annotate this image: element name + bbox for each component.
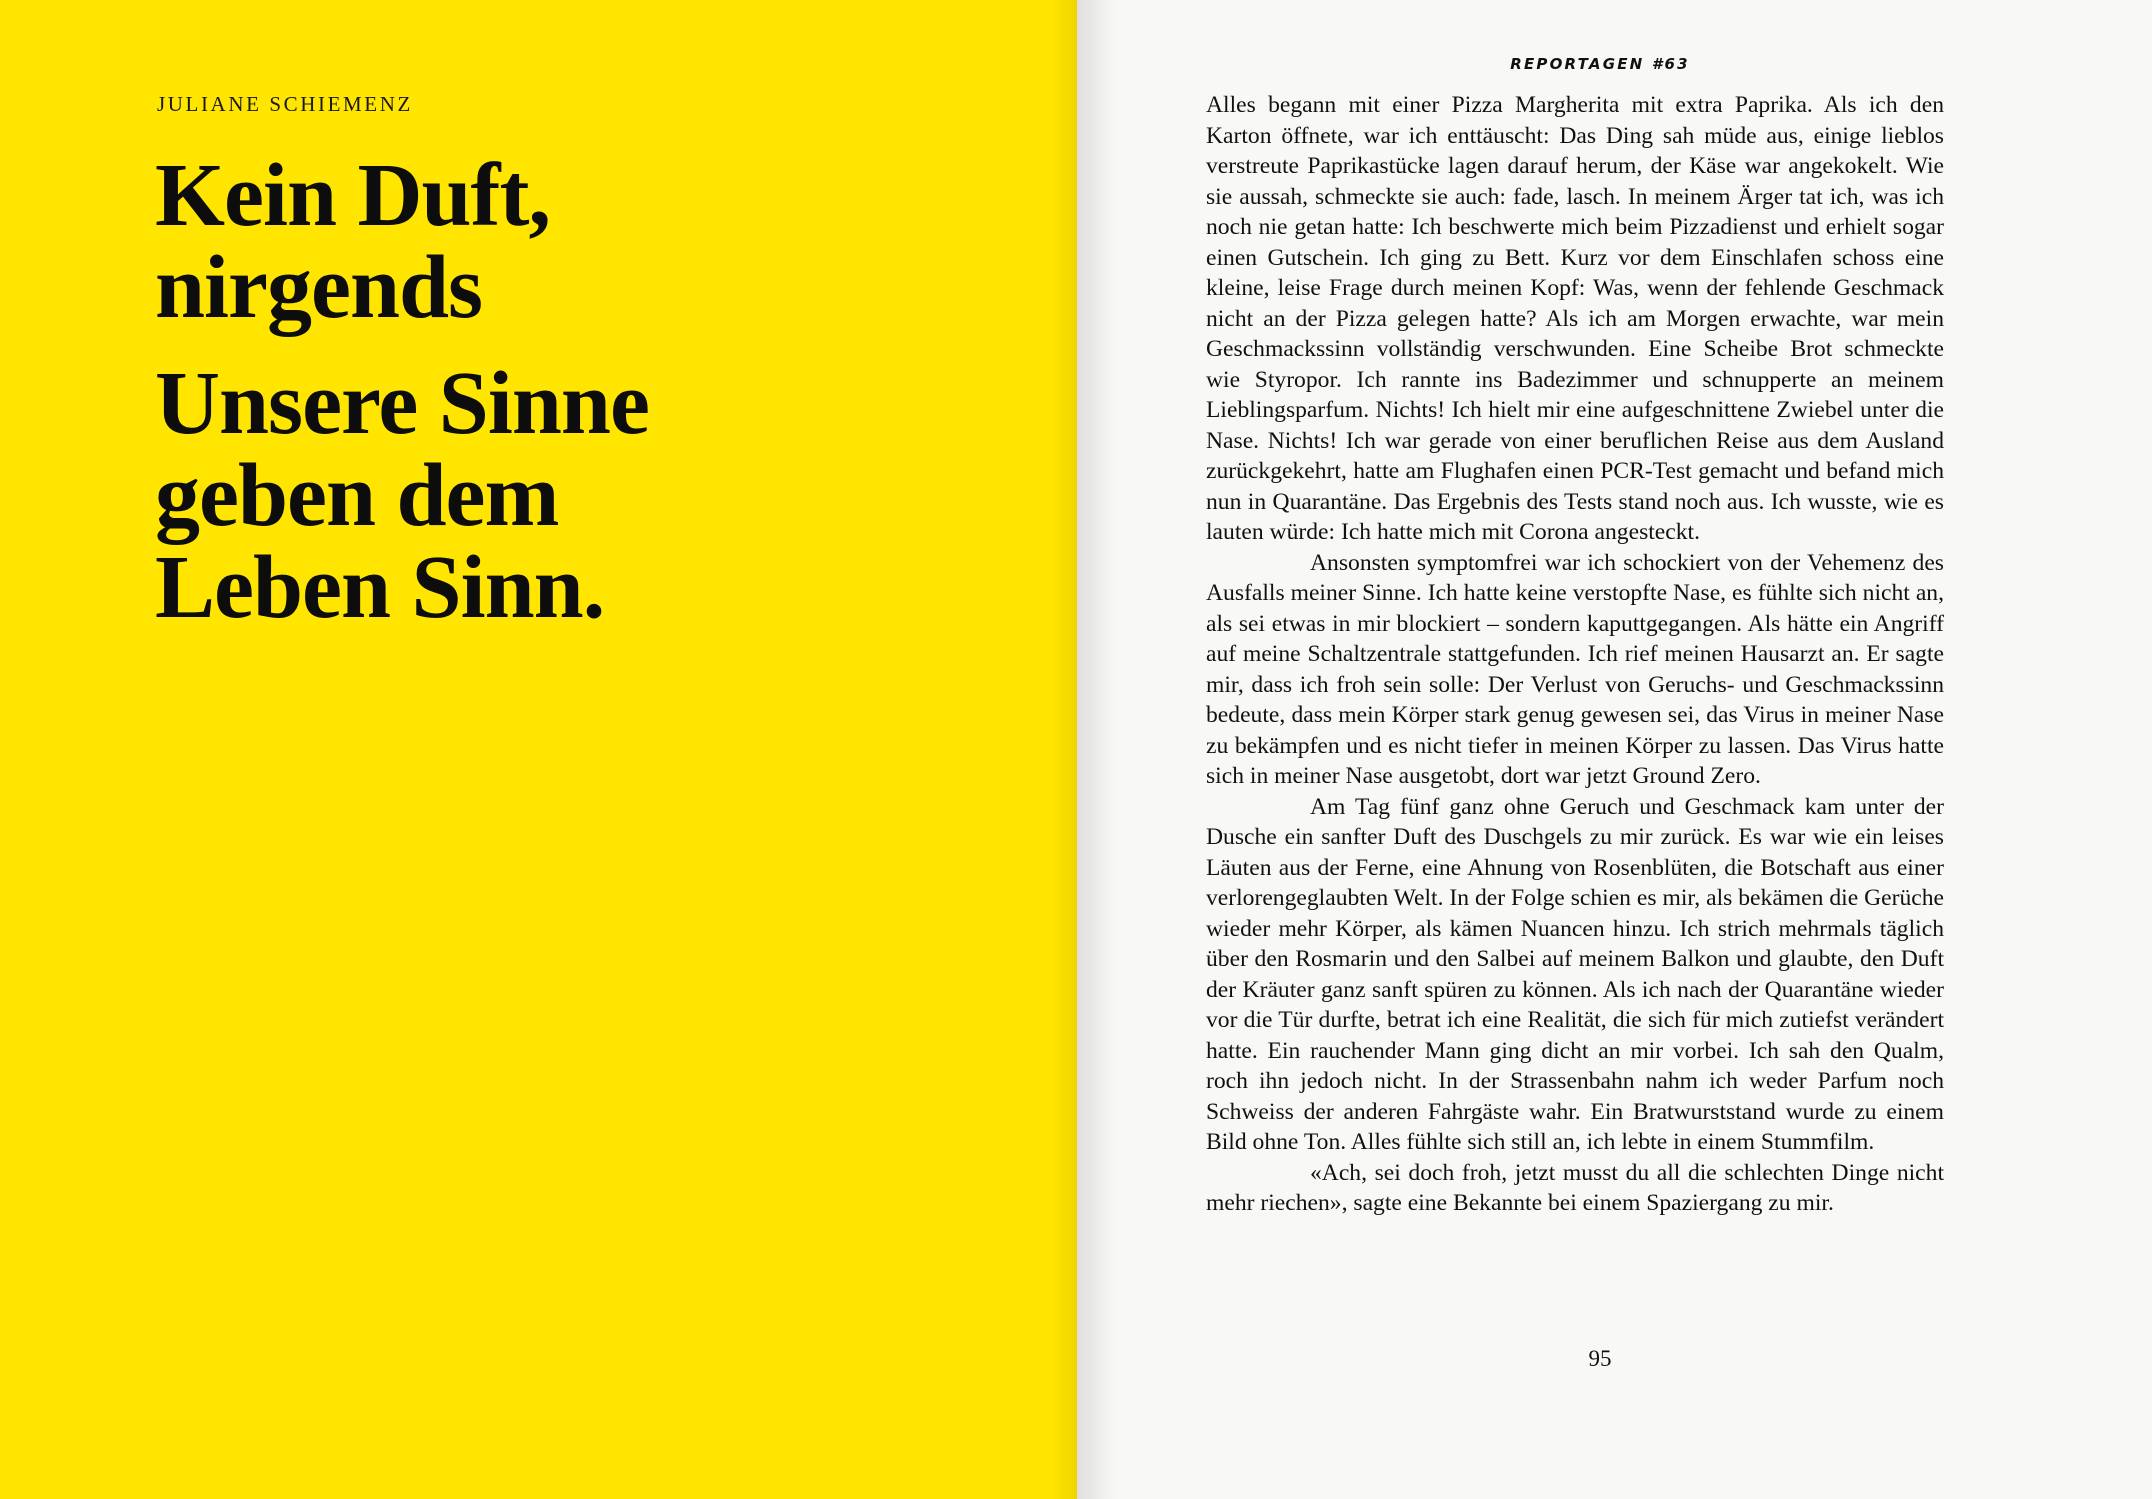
body-paragraph: Ansonsten symptomfrei war ich schockiert von der Vehemenz des Ausfalls meiner Sinne. Ich hatte keine verstopfte Nase, es fühlte sich nicht an, als sei etwas in mir blockiert – sondern kaputtgegangen. Als hätte ein Angriff auf meine Schaltzentrale stattgefunden. Ich rief meinen Hausarzt an. Er sagte mir, dass ich froh sein solle: Der Verlust von Geruchs- und Geschmackssinn bedeute, dass mein Körper stark genug gewesen sei, das Virus in meiner Nase zu bekämpfen und es nicht tiefer in meinen Körper zu lassen. Das Virus hatte sich in meiner Nase ausgetobt, dort war jetzt Ground Zero. <box>1206 549 1944 789</box>
subheadline-line: Leben Sinn. <box>155 538 605 637</box>
headline <box>155 146 955 337</box>
page-number: 95 <box>1588 1346 1612 1371</box>
headline-line: Kein Duft, <box>155 146 550 245</box>
subheadline-line: Unsere Sinne <box>155 354 649 453</box>
author-name: JULIANE SCHIEMENZ <box>157 92 413 116</box>
headline-line: nirgends <box>155 238 483 337</box>
subheadline-line: geben dem <box>155 446 559 545</box>
body-paragraph: «Ach, sei doch froh, jetzt musst du all die schlechten Dinge nicht mehr riechen», sagte eine Bekannte bei einem Spaziergang zu mir. <box>1206 1159 1944 1216</box>
body-paragraph: Alles begann mit einer Pizza Margherita mit extra Paprika. Als ich den Karton öffnete, war ich enttäuscht: Das Ding sah müde aus, einige lieblos verstreute Paprikastücke lagen darauf herum, der Käse war angekokelt. Wie sie aussah, schmeckte sie auch: fade, lasch. In meinem Ärger tat ich, was ich noch nie getan hatte: Ich beschwerte mich beim Pizzadienst und erhielt sogar einen Gutschein. Ich ging zu Bett. Kurz vor dem Einschlafen schoss eine kleine, leise Frage durch meinen Kopf: Was, wenn der fehlende Geschmack nicht an der Pizza gelegen hatte? Als ich am Morgen erwachte, war mein Geschmackssinn vollständig verschwunden. Eine Scheibe Brot schmeckte wie Styropor. Ich rannte ins Badezimmer und schnupperte an meinem Lieblingsparfum. Nichts! Ich hielt mir eine aufgeschnittene Zwiebel unter die Nase. Nichts! Ich war gerade von einer beruflichen Reise aus dem Ausland zurückgekehrt, hatte am Flughafen einen PCR-Test gemacht und befand mich nun in Quarantäne. Das Ergebnis des Tests stand noch aus. Ich wusste, wie es lauten würde: Ich hatte mich mit Corona angesteckt. <box>1206 92 1944 545</box>
subheadline <box>155 354 955 637</box>
running-head: REPORTAGEN #63 <box>1510 55 1690 73</box>
article-body <box>1206 90 1944 1219</box>
body-paragraph: Am Tag fünf ganz ohne Geruch und Geschmack kam unter der Dusche ein sanfter Duft des Duschgels zu mir zurück. Es war wie ein leises Läuten aus der Ferne, eine Ahnung von Rosenblüten, die Botschaft aus einer verlorengeglaubten Welt. In der Folge schien es mir, als bekämen die Gerüche wieder mehr Körper, als kämen Nuancen hinzu. Ich strich mehrmals täglich über den Rosmarin und den Salbei auf meinem Balkon und glaubte, den Duft der Kräuter ganz sanft spüren zu können. Als ich nach der Quarantäne wieder vor die Tür durfte, betrat ich eine Realität, die sich für mich zutiefst verändert hatte. Ein rauchender Mann ging dicht an mir vorbei. Ich sah den Qualm, roch ihn jedoch nicht. In der Strassenbahn nahm ich weder Parfum noch Schweiss der anderen Fahrgäste wahr. Ein Bratwurststand wurde zu einem Bild ohne Ton. Alles fühlte sich still an, ich lebte in einem Stummfilm. <box>1206 793 1944 1155</box>
